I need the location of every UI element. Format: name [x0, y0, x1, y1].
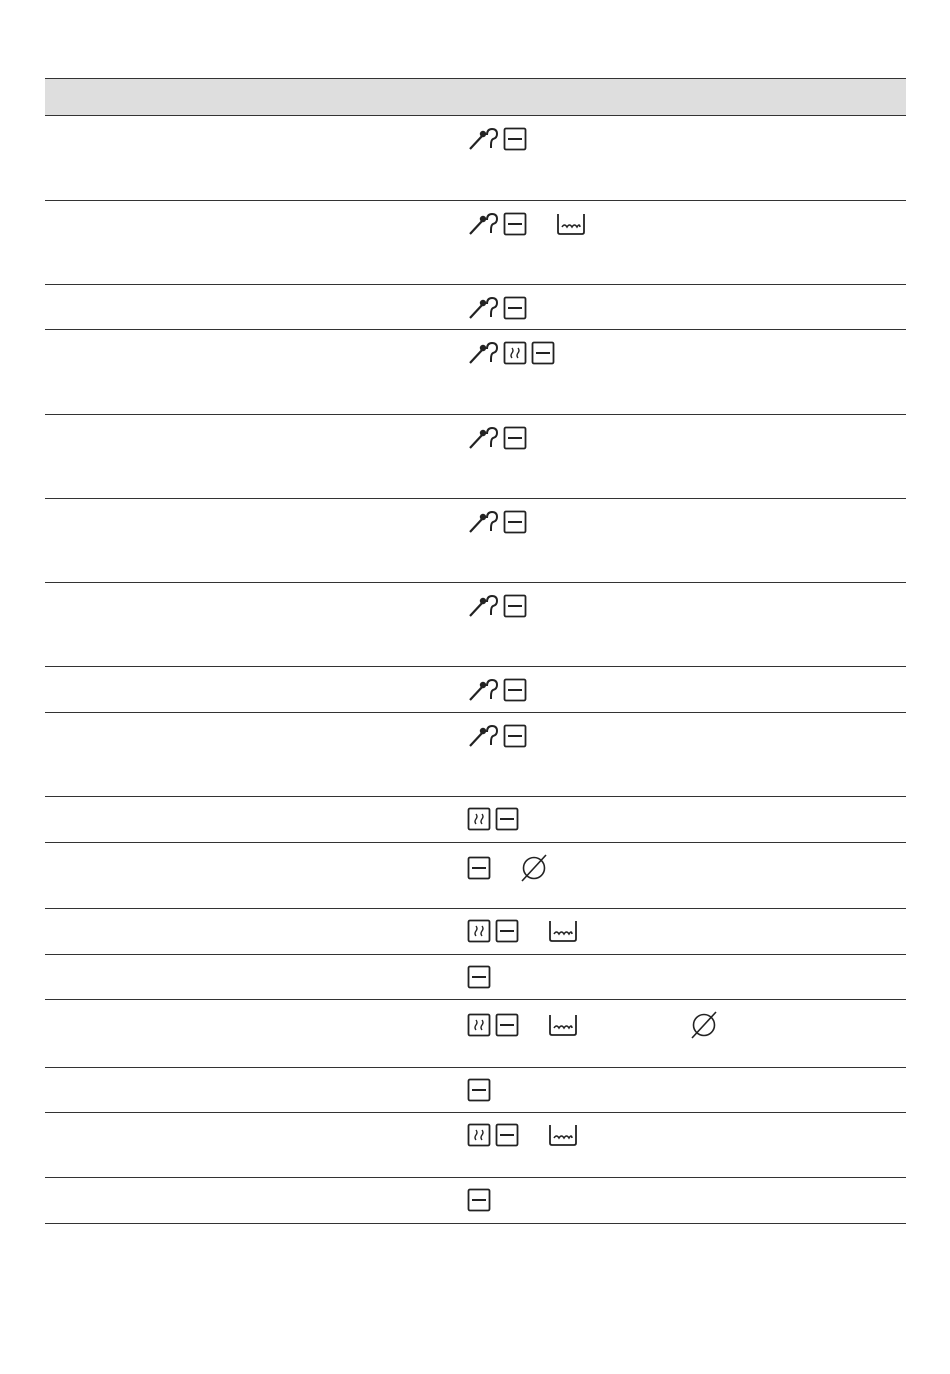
steam-wand-icon — [467, 723, 501, 749]
table-row — [45, 797, 906, 843]
row-icons — [467, 853, 906, 883]
empty-set-icon — [689, 1010, 719, 1040]
steam-wand-icon — [467, 295, 501, 321]
row-icons — [467, 425, 906, 451]
box-dash-icon — [503, 510, 527, 534]
water-tray-icon — [555, 212, 587, 236]
steam-wand-icon — [467, 425, 501, 451]
table-row — [45, 955, 906, 1000]
table-row — [45, 1178, 906, 1224]
steam-wand-icon — [467, 677, 501, 703]
steam-wand-icon — [467, 211, 501, 237]
row-icons — [467, 723, 906, 749]
water-tray-icon — [547, 1013, 579, 1037]
box-dash-icon — [503, 426, 527, 450]
box-dash-icon — [531, 341, 555, 365]
steam-wand-icon — [467, 126, 501, 152]
row-icons — [467, 340, 906, 366]
table-row — [45, 116, 906, 201]
steam-box-icon — [503, 341, 527, 365]
box-dash-icon — [495, 1013, 519, 1037]
row-icons — [467, 211, 906, 237]
table-header — [45, 79, 906, 116]
steam-box-icon — [467, 919, 491, 943]
steam-wand-icon — [467, 340, 501, 366]
table-row — [45, 909, 906, 955]
table-row — [45, 285, 906, 330]
box-dash-icon — [467, 1078, 491, 1102]
table-row — [45, 1113, 906, 1178]
row-icons — [467, 1188, 906, 1212]
table-row — [45, 201, 906, 285]
table-row — [45, 1068, 906, 1113]
empty-set-icon — [519, 853, 549, 883]
table-row — [45, 667, 906, 713]
water-tray-icon — [547, 1123, 579, 1147]
table-row — [45, 843, 906, 909]
table-row — [45, 499, 906, 583]
box-dash-icon — [467, 965, 491, 989]
box-dash-icon — [467, 1188, 491, 1212]
box-dash-icon — [503, 594, 527, 618]
box-dash-icon — [503, 296, 527, 320]
box-dash-icon — [467, 856, 491, 880]
box-dash-icon — [495, 807, 519, 831]
table-row — [45, 713, 906, 797]
box-dash-icon — [495, 919, 519, 943]
steam-box-icon — [467, 1123, 491, 1147]
steam-wand-icon — [467, 509, 501, 535]
box-dash-icon — [495, 1123, 519, 1147]
box-dash-icon — [503, 127, 527, 151]
row-icons — [467, 1123, 906, 1147]
row-icons — [467, 295, 906, 321]
box-dash-icon — [503, 678, 527, 702]
steam-box-icon — [467, 1013, 491, 1037]
table-body — [45, 116, 906, 1224]
row-icons — [467, 509, 906, 535]
row-icons — [467, 965, 906, 989]
box-dash-icon — [503, 212, 527, 236]
row-icons — [467, 1078, 906, 1102]
table-row — [45, 583, 906, 667]
box-dash-icon — [503, 724, 527, 748]
row-icons — [467, 919, 906, 943]
steam-box-icon — [467, 807, 491, 831]
row-icons — [467, 1010, 906, 1040]
row-icons — [467, 807, 906, 831]
steam-wand-icon — [467, 593, 501, 619]
row-icons — [467, 677, 906, 703]
table-row — [45, 415, 906, 499]
settings-table — [45, 78, 906, 1224]
table-row — [45, 330, 906, 415]
water-tray-icon — [547, 919, 579, 943]
row-icons — [467, 593, 906, 619]
row-icons — [467, 126, 906, 152]
table-row — [45, 1000, 906, 1068]
